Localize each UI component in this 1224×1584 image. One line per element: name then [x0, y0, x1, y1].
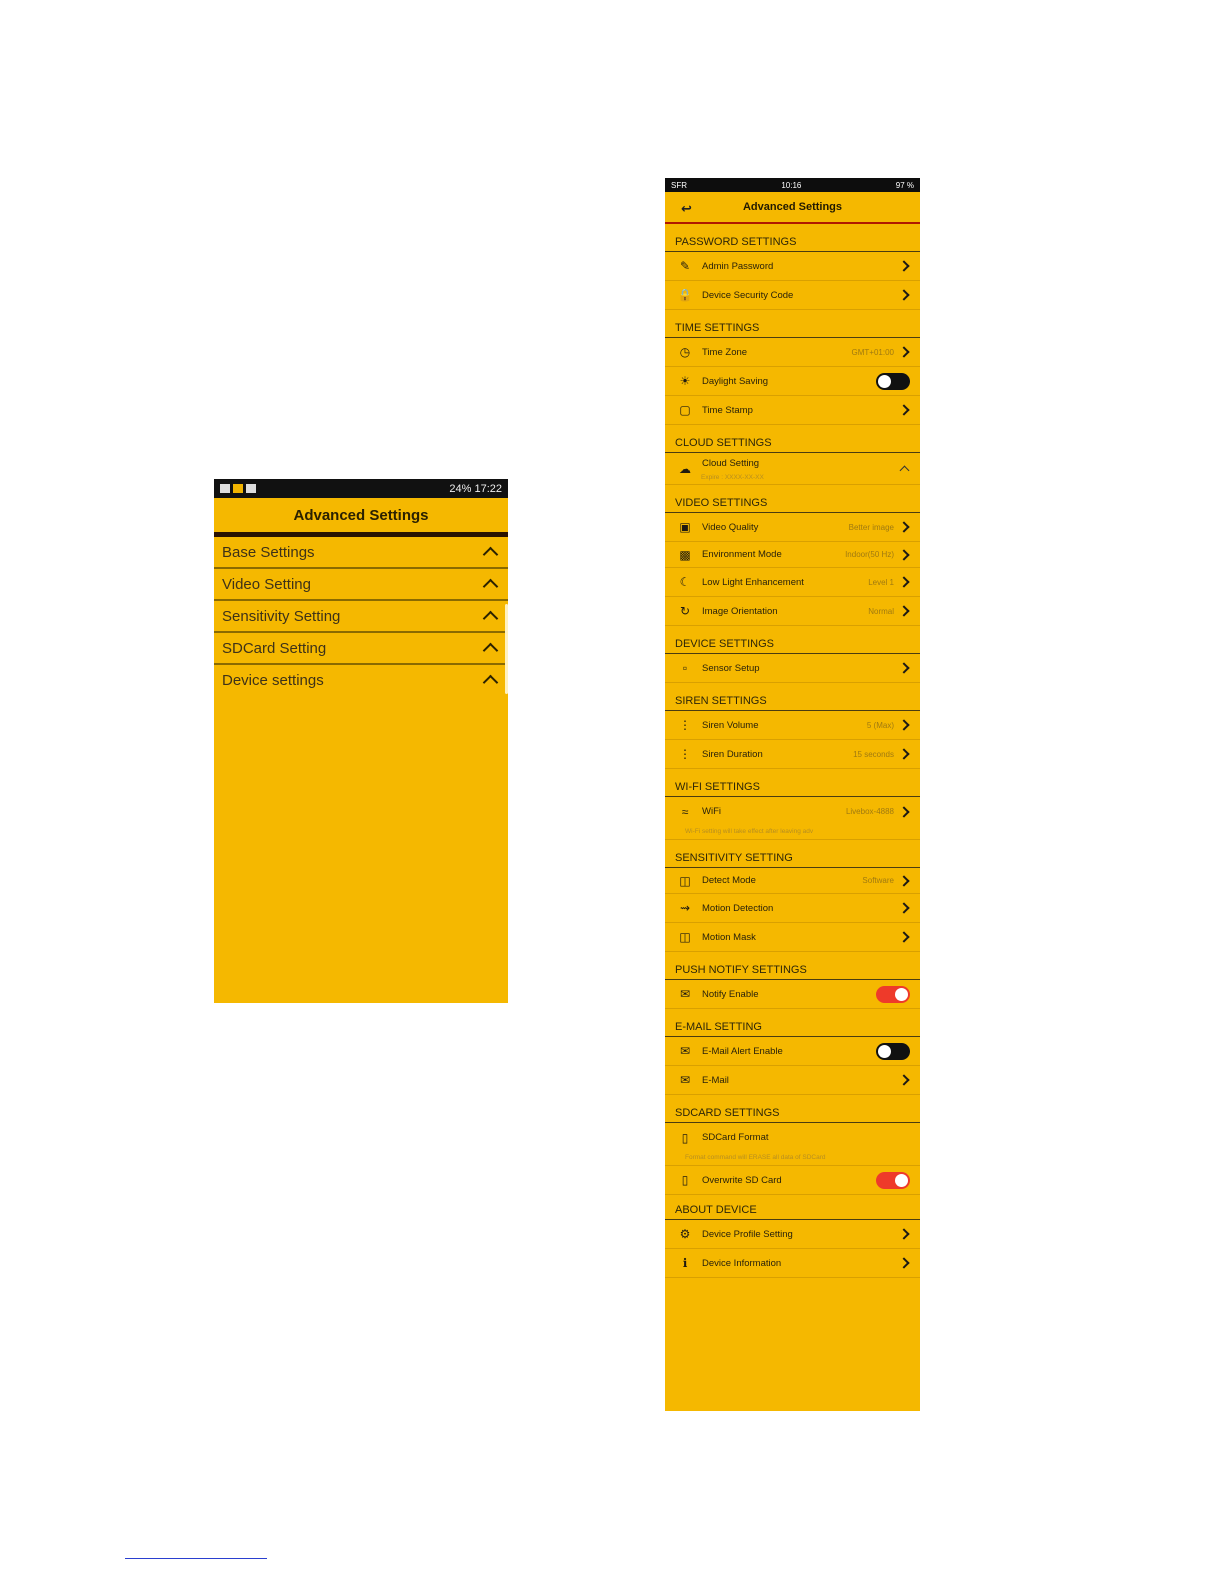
- clock-icon: ◷: [679, 345, 691, 359]
- email-alert-row: [665, 1037, 920, 1066]
- device-security-code-row[interactable]: [665, 281, 920, 310]
- chevron-up-icon: [483, 675, 499, 691]
- chevron-right-icon: [898, 719, 909, 730]
- sound-wave-icon: ⋮: [679, 747, 691, 761]
- page-title: Advanced Settings: [742, 201, 843, 213]
- row-label: Environment Mode: [702, 549, 782, 560]
- section-base-settings[interactable]: [214, 537, 508, 569]
- app-notification-icon: [233, 484, 243, 493]
- section-sensitivity-setting[interactable]: [214, 601, 508, 633]
- overwrite-sd-toggle[interactable]: [876, 1172, 910, 1189]
- section-title-about: ABOUT DEVICE: [665, 1195, 920, 1220]
- info-icon: ℹ: [682, 1256, 688, 1270]
- detect-mode-row[interactable]: [665, 868, 920, 894]
- chevron-up-icon: [900, 466, 910, 476]
- section-label: SDCard Setting: [222, 639, 327, 657]
- android-advanced-settings-screen: [214, 479, 508, 1003]
- envelope-icon: ✉: [679, 1073, 691, 1087]
- sdcard-icon: ▯: [681, 1173, 689, 1187]
- row-value: Normal: [868, 606, 894, 616]
- chevron-right-icon: [898, 260, 909, 271]
- nav-header: [665, 192, 920, 224]
- device-information-row[interactable]: [665, 1249, 920, 1278]
- section-title-time: TIME SETTINGS: [665, 310, 920, 338]
- section-label: Base Settings: [222, 543, 315, 561]
- video-quality-row[interactable]: [665, 513, 920, 542]
- video-camera-icon: ▣: [679, 520, 691, 534]
- section-title-email: E-MAIL SETTING: [665, 1009, 920, 1037]
- edit-icon: ✎: [679, 259, 691, 273]
- siren-duration-row[interactable]: [665, 740, 920, 769]
- row-value: 5 (Max): [866, 720, 894, 730]
- notify-enable-row: [665, 980, 920, 1009]
- environment-mode-row[interactable]: [665, 542, 920, 568]
- sensor-setup-row[interactable]: [665, 654, 920, 683]
- daylight-saving-row: [665, 367, 920, 396]
- calendar-icon: ▢: [679, 403, 691, 417]
- running-person-icon: ⇝: [679, 901, 691, 915]
- chevron-right-icon: [898, 662, 909, 673]
- overwrite-sd-row: [665, 1166, 920, 1195]
- row-label: Notify Enable: [702, 988, 759, 1000]
- section-title-push: PUSH NOTIFY SETTINGS: [665, 952, 920, 980]
- time-stamp-row[interactable]: [665, 396, 920, 425]
- notify-enable-toggle[interactable]: [876, 986, 910, 1003]
- chevron-right-icon: [898, 806, 909, 817]
- chevron-right-icon: [898, 1257, 909, 1268]
- row-value: Indoor(50 Hz): [845, 550, 894, 559]
- section-title-device: DEVICE SETTINGS: [665, 626, 920, 654]
- cloud-expire: Expire : XXXX-XX-XX: [701, 474, 764, 481]
- row-label: Device Security Code: [702, 289, 794, 301]
- row-label: Siren Volume: [702, 719, 759, 731]
- status-battery-time: 24% 17:22: [449, 482, 502, 495]
- row-label: Image Orientation: [702, 605, 778, 617]
- row-label: Video Quality: [702, 521, 759, 533]
- chevron-up-icon: [483, 643, 499, 659]
- section-title-video: VIDEO SETTINGS: [665, 485, 920, 513]
- chevron-right-icon: [898, 404, 909, 415]
- chevron-right-icon: [898, 748, 909, 759]
- row-label: Device Profile Setting: [702, 1228, 793, 1240]
- cloud-setting-row[interactable]: [665, 453, 920, 485]
- signal-bars-icon: ▫: [682, 661, 688, 675]
- section-title-password: PASSWORD SETTINGS: [665, 224, 920, 252]
- row-label: SDCard Format: [702, 1132, 769, 1143]
- time-zone-row[interactable]: [665, 338, 920, 367]
- sdcard-format-row[interactable]: [665, 1123, 920, 1152]
- motion-mask-row[interactable]: [665, 923, 920, 952]
- cloud-icon: ☁: [679, 461, 691, 476]
- section-label: Device settings: [222, 671, 324, 689]
- section-title-sensitivity: SENSITIVITY SETTING: [665, 840, 920, 868]
- status-bar: [665, 178, 920, 192]
- daylight-saving-toggle[interactable]: [876, 373, 910, 390]
- chevron-right-icon: [898, 605, 909, 616]
- sdcard-icon: ▯: [681, 1130, 689, 1145]
- scrollbar[interactable]: [505, 604, 508, 694]
- envelope-icon: ✉: [679, 1044, 691, 1058]
- ios-advanced-settings-screen: [665, 178, 920, 1411]
- row-label: Time Zone: [702, 346, 748, 358]
- section-sdcard-setting[interactable]: [214, 633, 508, 665]
- section-title-sdcard: SDCARD SETTINGS: [665, 1095, 920, 1123]
- back-arrow-icon[interactable]: ↩: [681, 201, 692, 216]
- row-label: E-Mail Alert Enable: [702, 1045, 783, 1057]
- section-title-siren: SIREN SETTINGS: [665, 683, 920, 711]
- row-label: Overwrite SD Card: [702, 1174, 782, 1186]
- chevron-right-icon: [898, 875, 909, 886]
- row-value: Level 1: [868, 577, 894, 587]
- status-bar: [214, 479, 508, 498]
- chevron-up-icon: [483, 611, 499, 627]
- moon-icon: ☾: [679, 575, 691, 589]
- carrier: SFR: [671, 180, 687, 190]
- chevron-up-icon: [483, 579, 499, 595]
- low-light-row[interactable]: [665, 568, 920, 597]
- battery-level: 97 %: [895, 180, 914, 190]
- section-video-setting[interactable]: [214, 569, 508, 601]
- email-row[interactable]: [665, 1066, 920, 1095]
- rotate-icon: ↻: [679, 604, 691, 618]
- row-value: Better image: [848, 522, 894, 532]
- row-label: E-Mail: [702, 1074, 729, 1086]
- notification-icon: [220, 484, 230, 493]
- row-value: 15 seconds: [853, 749, 894, 759]
- footer-divider: [125, 1558, 267, 1559]
- wifi-row[interactable]: [665, 797, 920, 826]
- row-label: Sensor Setup: [702, 662, 760, 674]
- wifi-icon: ≈: [681, 804, 689, 819]
- wifi-note: Wi-Fi setting will take effect after leaving adv: [665, 826, 920, 840]
- device-profile-row[interactable]: [665, 1220, 920, 1249]
- row-label: Motion Mask: [702, 931, 756, 943]
- admin-password-row[interactable]: [665, 252, 920, 281]
- chevron-right-icon: [898, 1074, 909, 1085]
- row-label: Siren Duration: [702, 748, 763, 760]
- row-label: Device Information: [702, 1257, 782, 1269]
- row-label: Time Stamp: [702, 404, 753, 416]
- sound-wave-icon: ⋮: [679, 718, 691, 732]
- sun-icon: ☀: [679, 374, 691, 388]
- clock: 10:16: [781, 180, 802, 190]
- row-label: Admin Password: [702, 260, 774, 272]
- chat-bubble-icon: ✉: [679, 987, 691, 1001]
- chevron-up-icon: [483, 547, 499, 563]
- lock-icon: 🔒: [677, 288, 693, 302]
- row-label: WiFi: [702, 806, 721, 817]
- image-icon: ▩: [679, 547, 691, 562]
- row-value: Software: [862, 876, 894, 885]
- row-value: GMT+01:00: [851, 347, 894, 357]
- section-title-cloud: CLOUD SETTINGS: [665, 425, 920, 453]
- monitor-icon: ◫: [679, 930, 691, 944]
- email-alert-toggle[interactable]: [876, 1043, 910, 1060]
- row-label: Detect Mode: [702, 875, 756, 886]
- sdcard-format-note: Format command will ERASE all data of SDCard: [665, 1152, 920, 1166]
- siren-volume-row[interactable]: [665, 711, 920, 740]
- motion-detection-row[interactable]: [665, 894, 920, 923]
- row-label: Daylight Saving: [702, 375, 769, 387]
- gear-icon: ⚙: [679, 1227, 691, 1241]
- row-label: Low Light Enhancement: [702, 576, 804, 588]
- chevron-right-icon: [898, 902, 909, 913]
- section-device-settings[interactable]: [214, 665, 508, 695]
- chevron-right-icon: [898, 521, 909, 532]
- camera-icon: [246, 484, 256, 493]
- image-orientation-row[interactable]: [665, 597, 920, 626]
- chevron-right-icon: [898, 1228, 909, 1239]
- row-label: Cloud Setting: [702, 458, 760, 469]
- section-label: Video Setting: [222, 575, 311, 593]
- chevron-right-icon: [898, 549, 909, 560]
- chevron-right-icon: [898, 346, 909, 357]
- page-title: Advanced Settings: [214, 498, 508, 537]
- section-title-wifi: WI-FI SETTINGS: [665, 769, 920, 797]
- monitor-icon: ◫: [679, 873, 691, 888]
- chevron-right-icon: [898, 576, 909, 587]
- row-value: Livebox-4888: [845, 807, 894, 816]
- section-label: Sensitivity Setting: [222, 607, 341, 625]
- row-label: Motion Detection: [702, 902, 774, 914]
- chevron-right-icon: [898, 931, 909, 942]
- chevron-right-icon: [898, 289, 909, 300]
